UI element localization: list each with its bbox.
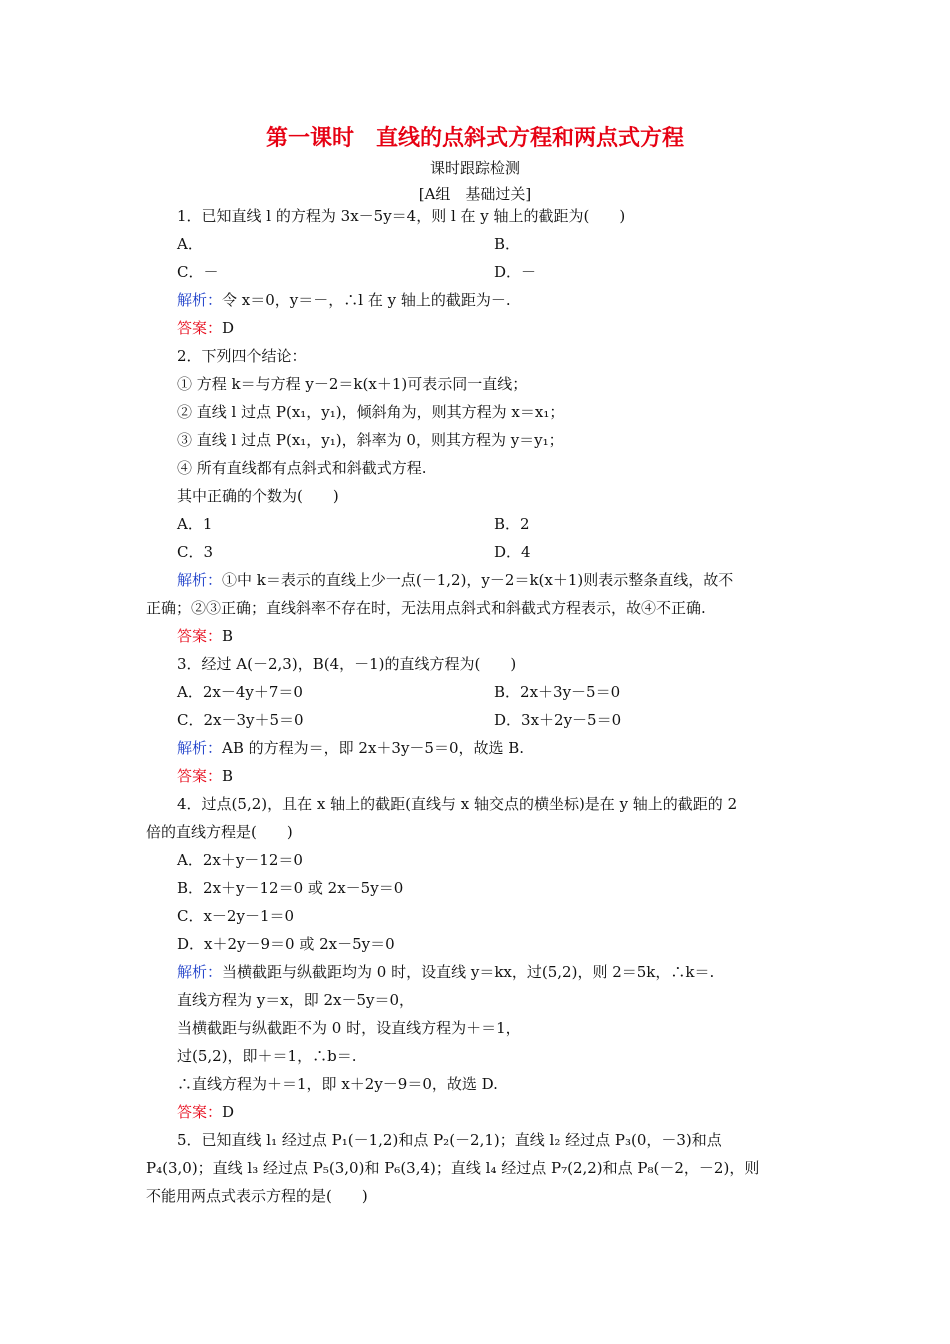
explanation-label: 解析：	[177, 963, 223, 981]
q1-option-d: D．－	[494, 263, 537, 281]
q4-answer	[177, 1102, 234, 1122]
q4-explanation	[177, 962, 714, 982]
q1-option-c: C．－	[177, 263, 219, 281]
q3-option-b: B．2x＋3y－5＝0	[494, 683, 621, 701]
q4-option-a: A．2x＋y－12＝0	[177, 851, 303, 869]
page-title: 第一课时 直线的点斜式方程和两点式方程	[265, 125, 684, 151]
q4-explanation-line-5: ∴直线方程为＋＝1，即 x＋2y－9＝0，故选 D.	[177, 1075, 498, 1093]
q2-option-b: B．2	[494, 515, 530, 533]
q4-stem-line-1: 4．过点(5,2)，且在 x 轴上的截距(直线与 x 轴交点的横坐标)是在 y 轴上的截距的 2	[177, 795, 738, 813]
answer-label: 答案：	[177, 627, 223, 645]
q5-stem-line-3: 不能用两点式表示方程的是( )	[146, 1187, 368, 1205]
q3-answer-value: B	[222, 767, 234, 785]
q3-explanation-text: AB 的方程为＝，即 2x＋3y－5＝0，故选 B.	[222, 739, 525, 757]
subtitle: 课时跟踪检测	[429, 159, 520, 177]
q1-stem: 1．已知直线 l 的方程为 3x－5y＝4，则 l 在 y 轴上的截距为( )	[177, 207, 626, 225]
q2-question: 其中正确的个数为( )	[177, 487, 339, 505]
q2-option-d: D．4	[494, 543, 531, 561]
q1-answer	[177, 318, 234, 338]
q4-explanation-line-1: 当横截距与纵截距均为 0 时，设直线 y＝kx，过(5,2)，则 2＝5k，∴k＝.	[222, 963, 715, 981]
q3-option-d: D．3x＋2y－5＝0	[494, 711, 622, 729]
answer-label: 答案：	[177, 319, 223, 337]
explanation-label: 解析：	[177, 291, 223, 309]
q1-answer-value: D	[222, 319, 235, 337]
q2-statement-1: ① 方程 k＝与方程 y－2＝k(x＋1)可表示同一直线；	[177, 375, 528, 393]
q4-explanation-line-4: 过(5,2)，即＋＝1，∴b＝.	[177, 1047, 357, 1065]
q2-explanation	[177, 570, 733, 590]
q2-explanation-line-1: ①中 k＝表示的直线上少一点(－1,2)，y－2＝k(x＋1)则表示整条直线，故不	[222, 571, 734, 589]
q3-answer	[177, 766, 233, 786]
q2-stem: 2．下列四个结论：	[177, 347, 307, 365]
q2-answer-value: B	[222, 627, 234, 645]
q5-stem-line-1: 5．已知直线 l₁ 经过点 P₁(－1,2)和点 P₂(－2,1)；直线 l₂ 经过点 P₃(0，－3)和点	[177, 1131, 722, 1149]
q2-explanation-line-2: 正确；②③正确；直线斜率不存在时，无法用点斜式和斜截式方程表示，故④不正确.	[146, 599, 706, 617]
q3-option-a: A．2x－4y＋7＝0	[177, 683, 303, 701]
q4-explanation-line-2: 直线方程为 y＝x，即 2x－5y＝0，	[177, 991, 415, 1009]
q4-answer-value: D	[222, 1103, 235, 1121]
q3-stem: 3．经过 A(－2,3)，B(4，－1)的直线方程为( )	[177, 655, 517, 673]
q1-explanation-text: 令 x＝0，y＝－，∴l 在 y 轴上的截距为－.	[222, 291, 511, 309]
answer-label: 答案：	[177, 1103, 223, 1121]
q2-answer	[177, 626, 233, 646]
q4-option-c: C．x－2y－1＝0	[177, 907, 295, 925]
q5-stem-line-2: P₄(3,0)；直线 l₃ 经过点 P₅(3,0)和 P₆(3,4)；直线 l₄ 经过点 P₇(2,2)和点 P₈(－2，－2)，则	[146, 1159, 760, 1177]
q4-option-d: D．x＋2y－9＝0 或 2x－5y＝0	[177, 935, 395, 953]
group-label: [A组 基础过关]	[418, 185, 532, 203]
q2-statement-4: ④ 所有直线都有点斜式和斜截式方程.	[177, 459, 427, 477]
answer-label: 答案：	[177, 767, 223, 785]
q3-explanation	[177, 738, 524, 758]
q4-stem-line-2: 倍的直线方程是( )	[146, 823, 293, 841]
explanation-label: 解析：	[177, 739, 223, 757]
q1-option-b: B．	[494, 235, 521, 253]
q2-option-c: C．3	[177, 543, 214, 561]
explanation-label: 解析：	[177, 571, 223, 589]
q1-explanation	[177, 290, 511, 310]
q4-explanation-line-3: 当横截距与纵截距不为 0 时，设直线方程为＋＝1，	[177, 1019, 521, 1037]
q4-option-b: B．2x＋y－12＝0 或 2x－5y＝0	[177, 879, 404, 897]
q3-option-c: C．2x－3y＋5＝0	[177, 711, 304, 729]
q2-statement-3: ③ 直线 l 过点 P(x₁，y₁)，斜率为 0，则其方程为 y＝y₁；	[177, 431, 564, 449]
q2-statement-2: ② 直线 l 过点 P(x₁，y₁)，倾斜角为，则其方程为 x＝x₁；	[177, 403, 565, 421]
q2-option-a: A．1	[177, 515, 213, 533]
q1-option-a: A．	[177, 235, 203, 253]
